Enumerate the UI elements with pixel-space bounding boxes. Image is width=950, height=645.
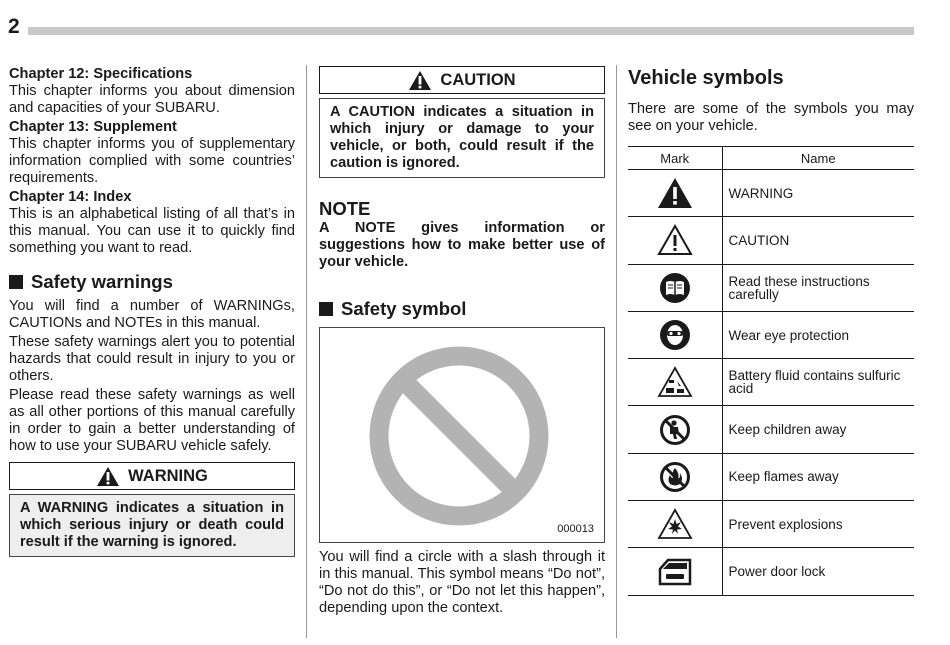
column-divider bbox=[306, 65, 307, 638]
read-instructions-icon bbox=[659, 272, 691, 304]
page-number: 2 bbox=[8, 15, 20, 38]
symbol-name: Battery fluid contains sulfuric acid bbox=[722, 359, 914, 406]
symbol-name: Read these instructions carefully bbox=[722, 264, 914, 311]
symbol-name: Power door lock bbox=[722, 548, 914, 595]
warning-triangle-icon bbox=[96, 466, 120, 487]
safety-symbol-heading bbox=[319, 298, 605, 320]
column-header-mark: Mark bbox=[628, 147, 722, 170]
table-row bbox=[628, 264, 914, 311]
safety-paragraph: Please read these safety warnings as well as all other portions of this manual carefully in order to gain a better understanding of how to use your SUBARU vehicle safely. bbox=[9, 387, 295, 454]
column-right bbox=[628, 66, 914, 596]
chapter-title: Chapter 13: Supplement bbox=[9, 119, 177, 135]
warning-text: A WARNING indicates a situation in which serious injury or death could result if the warning is ignored. bbox=[9, 494, 295, 557]
chapter-title: Chapter 14: Index bbox=[9, 189, 132, 205]
caution-box-header bbox=[319, 66, 605, 94]
keep-children-away-icon bbox=[659, 414, 691, 446]
symbol-name: CAUTION bbox=[722, 217, 914, 264]
power-door-lock-icon bbox=[657, 557, 693, 587]
caution-icon bbox=[657, 224, 693, 256]
header-bar bbox=[28, 27, 914, 35]
safety-symbol-text: You will find a circle with a slash through it in this manual. This symbol means “Do not”, “Do not do this”, or “Do not let this happen”, depending upon the context. bbox=[319, 549, 605, 616]
vehicle-symbols-title: Vehicle symbols bbox=[628, 67, 784, 89]
chapter-title: Chapter 12: Specifications bbox=[9, 66, 193, 82]
chapter-text: This chapter informs you about dimension and capacities of your SUBARU. bbox=[9, 83, 295, 116]
table-row bbox=[628, 217, 914, 264]
prohibition-icon bbox=[320, 328, 604, 542]
section-square-icon bbox=[319, 302, 333, 316]
section-square-icon bbox=[9, 275, 23, 289]
battery-acid-icon bbox=[657, 366, 693, 398]
table-row bbox=[628, 311, 914, 358]
figure-code: 000013 bbox=[557, 523, 594, 535]
caution-triangle-icon bbox=[408, 70, 432, 91]
safety-symbol-figure bbox=[319, 327, 605, 543]
column-left bbox=[9, 66, 295, 557]
caution-text: A CAUTION indicates a situation in which injury or damage to your vehicle, or both, could result if the caution is ignored. bbox=[319, 98, 605, 178]
table-row bbox=[628, 406, 914, 453]
caution-label: CAUTION bbox=[440, 70, 516, 89]
table-row bbox=[628, 548, 914, 595]
warning-box-header bbox=[9, 462, 295, 490]
chapter-13 bbox=[9, 119, 295, 187]
chapter-text: This is an alphabetical listing of all that’s in this manual. You can use it to quickly find something you want to read. bbox=[9, 206, 295, 256]
table-row bbox=[628, 501, 914, 548]
chapter-12 bbox=[9, 66, 295, 117]
symbol-name: Wear eye protection bbox=[722, 311, 914, 358]
warning-icon bbox=[657, 177, 693, 209]
vehicle-symbols-table bbox=[628, 146, 914, 596]
safety-paragraph: These safety warnings alert you to potential hazards that could result in injury to you or others. bbox=[9, 334, 295, 384]
warning-label: WARNING bbox=[128, 466, 208, 485]
column-middle bbox=[319, 66, 605, 617]
chapter-14 bbox=[9, 189, 295, 257]
symbol-name: Keep flames away bbox=[722, 453, 914, 500]
table-row bbox=[628, 170, 914, 217]
symbol-name: Keep children away bbox=[722, 406, 914, 453]
caution-box bbox=[319, 66, 605, 178]
table-row bbox=[628, 359, 914, 406]
vehicle-symbols-intro: There are some of the symbols you may see on your vehicle. bbox=[628, 101, 914, 134]
warning-box bbox=[9, 462, 295, 557]
safety-warnings-heading bbox=[9, 271, 295, 293]
symbol-name: Prevent explosions bbox=[722, 501, 914, 548]
section-title: Safety symbol bbox=[341, 298, 467, 319]
section-title: Safety warnings bbox=[31, 271, 173, 292]
table-header-row bbox=[628, 147, 914, 170]
symbol-name: WARNING bbox=[722, 170, 914, 217]
table-row bbox=[628, 453, 914, 500]
chapter-text: This chapter informs you of supplementary information complied with some countries’ requirements. bbox=[9, 136, 295, 186]
column-header-name: Name bbox=[722, 147, 914, 170]
column-divider bbox=[616, 65, 617, 638]
prevent-explosions-icon bbox=[657, 508, 693, 540]
note-text: A NOTE gives information or suggestions how to make better use of your vehicle. bbox=[319, 220, 605, 270]
keep-flames-away-icon bbox=[659, 461, 691, 493]
note-title: NOTE bbox=[319, 198, 371, 219]
safety-paragraph: You will find a number of WARNINGs, CAUTIONs and NOTEs in this manual. bbox=[9, 298, 295, 331]
eye-protection-icon bbox=[659, 319, 691, 351]
